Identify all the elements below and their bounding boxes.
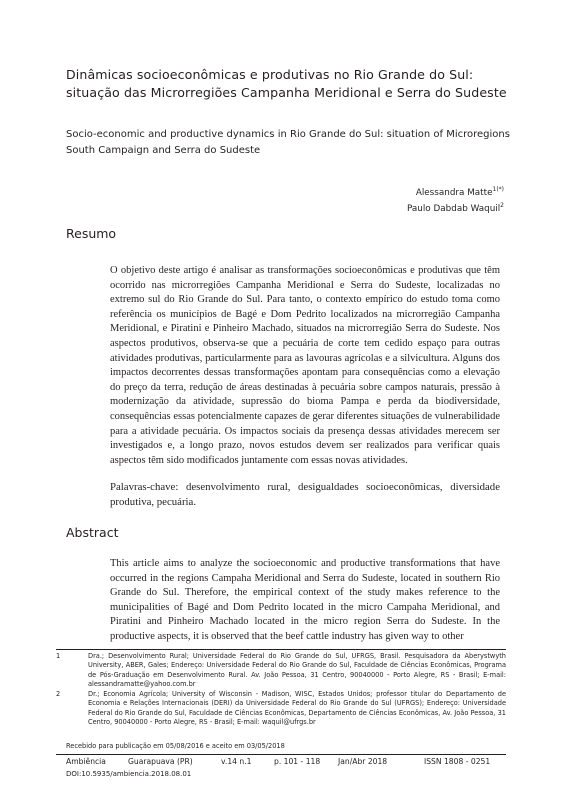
footer-journal: Ambiência [66,757,106,766]
article-title-portuguese: Dinâmicas socioeconômicas e produtivas no Rio Grande do Sul: situação das Microrregiões Campanha Meridional e Serra do Sudeste [66,67,507,100]
author-mark: 1(*) [492,186,504,194]
author-name: Alessandra Matte [415,188,493,198]
author-1 [407,185,504,201]
footer-volume: v.14 n.1 [221,757,252,766]
abstract-heading: Abstract [66,525,119,540]
footnote-number: 1 [56,652,61,660]
author-name: Paulo Dabdab Waquil [406,204,501,214]
footnote-number: 2 [56,690,61,698]
keywords-paragraph: Palavras-chave: desenvolvimento rural, desigualdades socioeconômicas, diversidade produtiva, pecuária. [110,481,500,508]
author-2 [407,201,504,217]
footer-pages: p. 101 - 118 [274,757,321,766]
article-title-english: Socio-economic and productive dynamics in Rio Grande do Sul: situation of Microregions South Campaign and Serra do Sudeste [66,129,510,156]
author-list [407,185,504,217]
author-mark: 2 [500,202,504,210]
footnote-text: Dra.; Desenvolvimento Rural; Universidade Federal do Rio Grande do Sul, UFRGS, Brasil. Pesquisadora da Aberystwyth University, ABER, Gales; Endereço: Universidade Federal do Rio Grande do Sul, Faculdade de Ciências Econômicas, Programa de Pós-Graduação em Desenvolvimento Rural. Av. João Pessoa, 31 Centro, 90040000 - Porto Alegre, RS - Brasil; E-mail: alessandramatte@yahoo.com.br [88,652,506,689]
doi: DOI:10.5935/ambiencia.2018.08.01 [66,770,192,778]
abstract-paragraph: This article aims to analyze the socioeconomic and productive transformations that have occurred in the regions Campaha Meridional and Serra do Sudeste, located in southern Rio Grande do Sul. Therefore, the empirical context of the study makes reference to the municipalities of Bagé and Dom Pedrito located in the micro Campaha Meridional, and Piratini and Pinheiro Machado located in the micro region Serra do Sudeste. In the productive aspects, it is observed that the beef cattle industry has given way to other [110,558,500,642]
footnote-divider [56,649,506,650]
footer-date: Jan/Abr 2018 [338,757,388,766]
footer-city: Guarapuava (PR) [128,757,193,766]
received-date: Recebido para publicação em 05/08/2016 e aceito em 03/05/2018 [66,742,285,750]
footer-divider [56,754,506,755]
footnote-text: Dr.; Economia Agrícola; University of Wisconsin - Madison, WISC, Estados Unidos; professor titular do Departamento de Economia e Relações Internacionais (DERI) da Universidade Federal do Rio Grande do Sul (UFRGS); Endereço: Universidade Federal do Rio Grande do Sul, Faculdade de Ciências Econômicas, Departamento de Ciências Econômicas, Av. João Pessoa, 31 Centro, 90040000 - Porto Alegre, RS - Brasil; E-mail: waquil@ufrgs.br [88,690,506,727]
footer-issn: ISSN 1808 - 0251 [424,757,491,766]
resumo-heading: Resumo [66,226,117,241]
resumo-paragraph: O objetivo deste artigo é analisar as transformações socioeconômicas e produtivas que têm ocorrido nas microrregiões Campanha Meridional e Serra do Sudeste, localizadas no extremo sul do Rio Grande do Sul. Para tanto, o contexto empírico do estudo toma como referência os municípios de Bagé e Dom Pedrito localizados na microrregião Campanha Meridional, e Piratini e Pinheiro Machado, situados na microrregião Serra do Sudeste. Nos aspectos produtivos, observa-se que a pecuária de corte tem cedido espaço para outras atividades produtivas, particularmente para as lavouras agrícolas e a silvicultura. Alguns dos impactos decorrentes dessas transformações apontam para consequências como a elevação do preço da terra, redução de áreas destinadas à pecuária sobre campos naturais, pressão à modernização da atividade, supressão do bioma Pampa e perda da biodiversidade, consequências essas potencialmente capazes de gerar diferentes situações de vulnerabilidade para a atividade pecuária. Os impactos sociais da presença dessas atividades merecem ser investigados e, a longo prazo, novos estudos devem ser realizados para verificar quais aspectos têm sido modificados juntamente com essas novas atividades. [110,265,500,466]
